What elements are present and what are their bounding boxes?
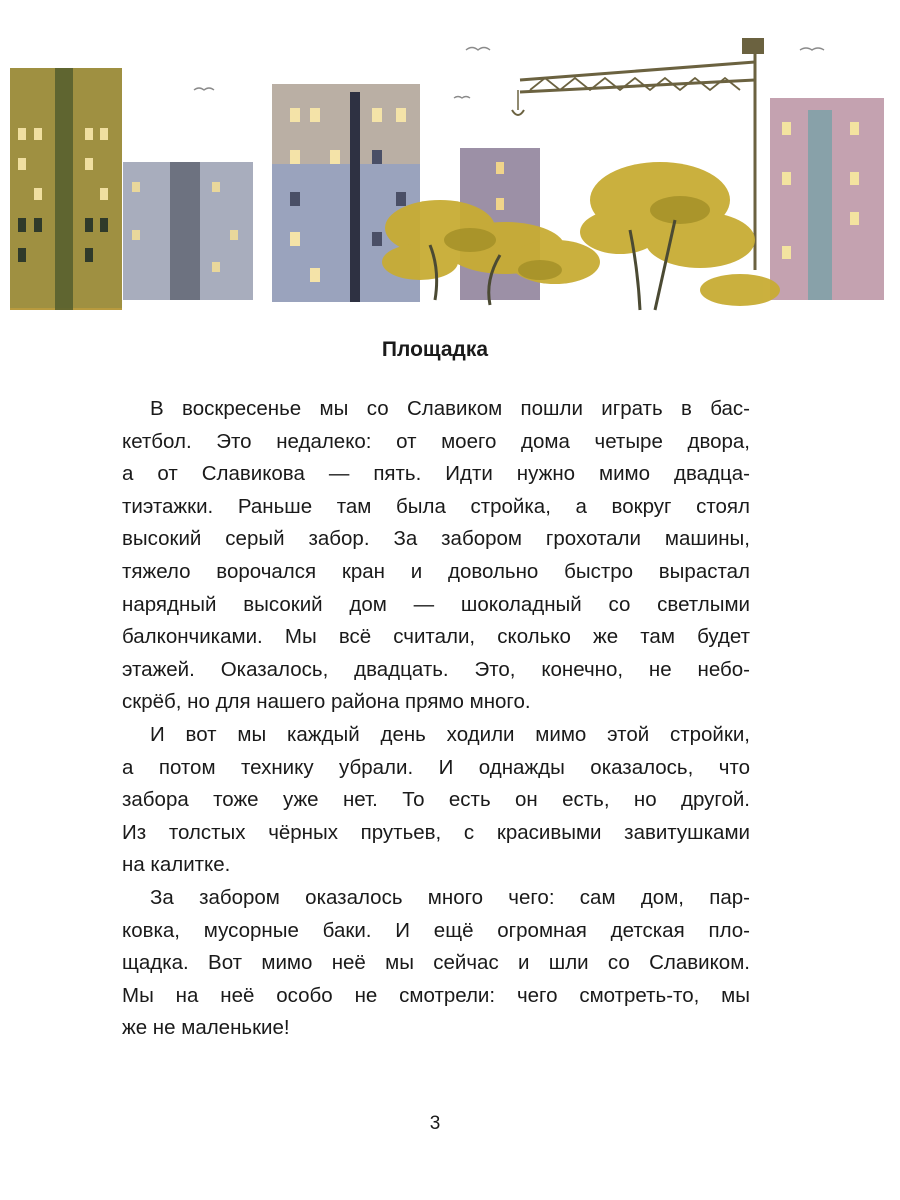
text-line: щадка. Вот мимо неё мы сейчас и шли со Славиком. bbox=[122, 951, 750, 975]
text-line: ковка, мусорные баки. И ещё огромная детская пло- bbox=[122, 918, 750, 942]
text-line: скрёб, но для нашего района прямо много. bbox=[122, 690, 531, 714]
text-line: тиэтажки. Раньше там была стройка, а вокруг стоял bbox=[122, 494, 750, 518]
text-line: Мы на неё особо не смотрели: чего смотреть-то, мы bbox=[122, 983, 750, 1007]
chapter-title: Площадка bbox=[381, 338, 489, 361]
text-line: на калитке. bbox=[122, 853, 231, 877]
text-line: балкончиками. Мы всё считали, сколько же там будет bbox=[122, 625, 750, 649]
text-line: тяжело ворочался кран и довольно быстро вырастал bbox=[122, 559, 750, 583]
text-line: высокий серый забор. За забором грохотали машины, bbox=[122, 527, 750, 551]
text-line: И вот мы каждый день ходили мимо этой стройки, bbox=[150, 722, 750, 746]
text-line: этажей. Оказалось, двадцать. Это, конечно, не небо- bbox=[122, 657, 750, 681]
text-line: забора тоже уже нет. То есть он есть, но другой. bbox=[122, 788, 750, 812]
header-illustration bbox=[0, 0, 900, 320]
page-number: 3 bbox=[429, 1113, 441, 1134]
text-line: а потом технику убрали. И однажды оказалось, что bbox=[122, 755, 750, 779]
text-line: За забором оказалось много чего: сам дом, пар- bbox=[150, 885, 750, 909]
text-line: нарядный высокий дом — шоколадный со светлыми bbox=[122, 592, 750, 616]
text-line: кетбол. Это недалеко: от моего дома четыре двора, bbox=[122, 429, 750, 453]
text-line: Из толстых чёрных прутьев, с красивыми завитушками bbox=[122, 820, 750, 844]
text-line: а от Славикова — пять. Идти нужно мимо двадцa- bbox=[122, 462, 750, 486]
text-line: В воскресенье мы со Славиком пошли играть в бас- bbox=[150, 397, 750, 420]
city-illustration-icon bbox=[0, 0, 900, 320]
text-line: же не маленькие! bbox=[122, 1016, 290, 1040]
story-text bbox=[122, 393, 750, 1045]
